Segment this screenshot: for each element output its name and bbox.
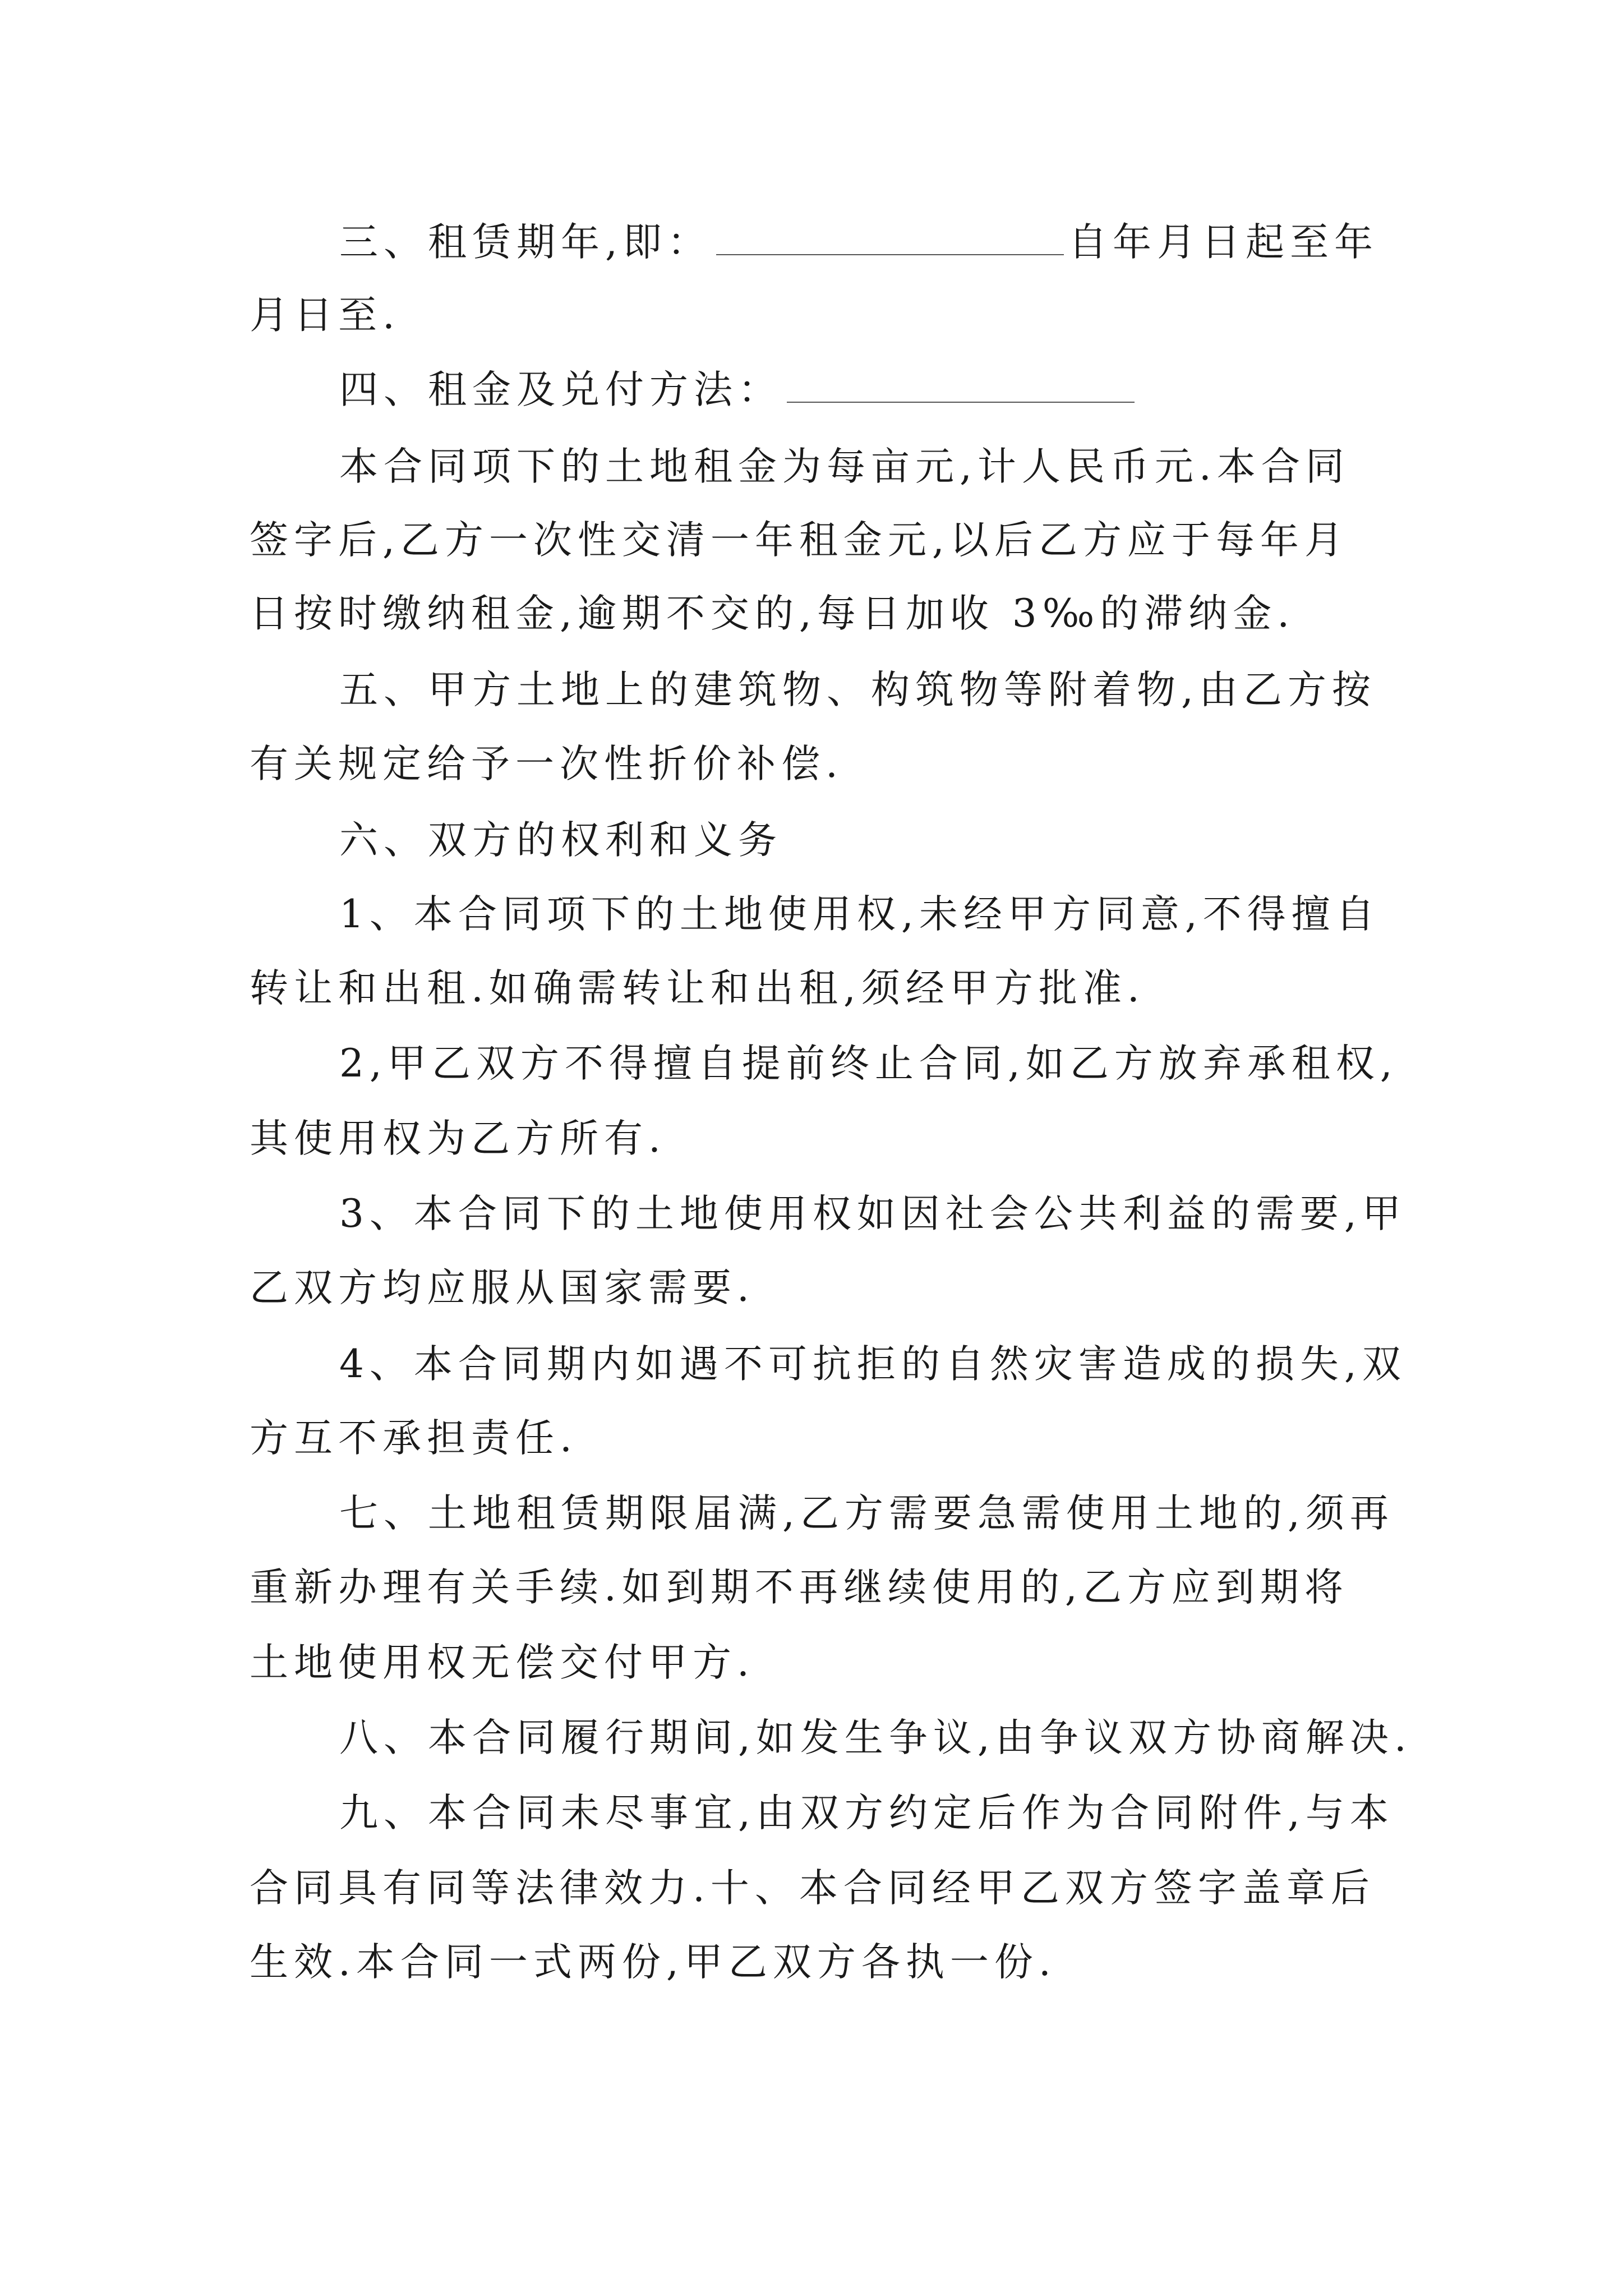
- clause-3-tail: 自年月日起至年: [1068, 220, 1378, 265]
- clause-7-line-1: 七、土地租赁期限届满,乙方需要急需使用土地的,须再: [339, 1491, 1394, 1536]
- clause-3-line-2: 月日至.: [250, 293, 400, 338]
- clause-7-line-2: 重新办理有关手续.如到期不再继续使用的,乙方应到期将: [250, 1565, 1349, 1610]
- clause-6-item-3-line-2: 乙双方均应服从国家需要.: [250, 1266, 755, 1310]
- rent-paragraph-line-3: 日按时缴纳租金,逾期不交的,每日加收 3‰的滞纳金.: [250, 591, 1295, 636]
- clause-4-label: 四、租金及兑付方法：: [339, 367, 782, 412]
- payment-method-blank[interactable]: [787, 368, 1135, 403]
- clause-3-lead: 三、租赁期年,即：: [339, 220, 712, 265]
- clause-6-item-2-line-1: 2,甲乙双方不得擅自提前终止合同,如乙方放弃承租权,: [339, 1041, 1398, 1086]
- clause-6-heading: 六、双方的权利和义务: [339, 818, 782, 863]
- clause-6-item-4-line-2: 方互不承担责任.: [250, 1416, 578, 1461]
- clause-9-line-2: 合同具有同等法律效力.十、本合同经甲乙双方签字盖章后: [250, 1866, 1375, 1911]
- lease-term-blank[interactable]: [716, 220, 1064, 255]
- clause-4-heading: [339, 367, 1135, 412]
- clause-5-line-1: 五、甲方土地上的建筑物、构筑物等附着物,由乙方按: [339, 668, 1376, 712]
- clause-9-line-3: 生效.本合同一式两份,甲乙双方各执一份.: [250, 1940, 1057, 1985]
- clause-5-line-2: 有关规定给予一次性折价补偿.: [250, 742, 843, 786]
- clause-6-item-1-line-2: 转让和出租.如确需转让和出租,须经甲方批准.: [250, 966, 1145, 1011]
- clause-6-item-3-line-1: 3、本合同下的土地使用权如因社会公共利益的需要,甲: [339, 1191, 1407, 1236]
- clause-6-item-4-line-1: 4、本合同期内如遇不可抗拒的自然灾害造成的损失,双: [339, 1342, 1407, 1387]
- clause-8-line-1: 八、本合同履行期间,如发生争议,由争议双方协商解决.: [339, 1715, 1412, 1760]
- clause-3-line-1: [339, 220, 1378, 265]
- clause-9-line-1: 九、本合同未尽事宜,由双方约定后作为合同附件,与本: [339, 1791, 1394, 1835]
- clause-6-item-1-line-1: 1、本合同项下的土地使用权,未经甲方同意,不得擅自: [339, 892, 1380, 937]
- clause-7-line-3: 土地使用权无偿交付甲方.: [250, 1640, 755, 1685]
- rent-paragraph-line-2: 签字后,乙方一次性交清一年租金元,以后乙方应于每年月: [250, 518, 1349, 563]
- rent-paragraph-line-1: 本合同项下的土地租金为每亩元,计人民币元.本合同: [339, 444, 1350, 489]
- clause-6-item-2-line-2: 其使用权为乙方所有.: [250, 1116, 666, 1161]
